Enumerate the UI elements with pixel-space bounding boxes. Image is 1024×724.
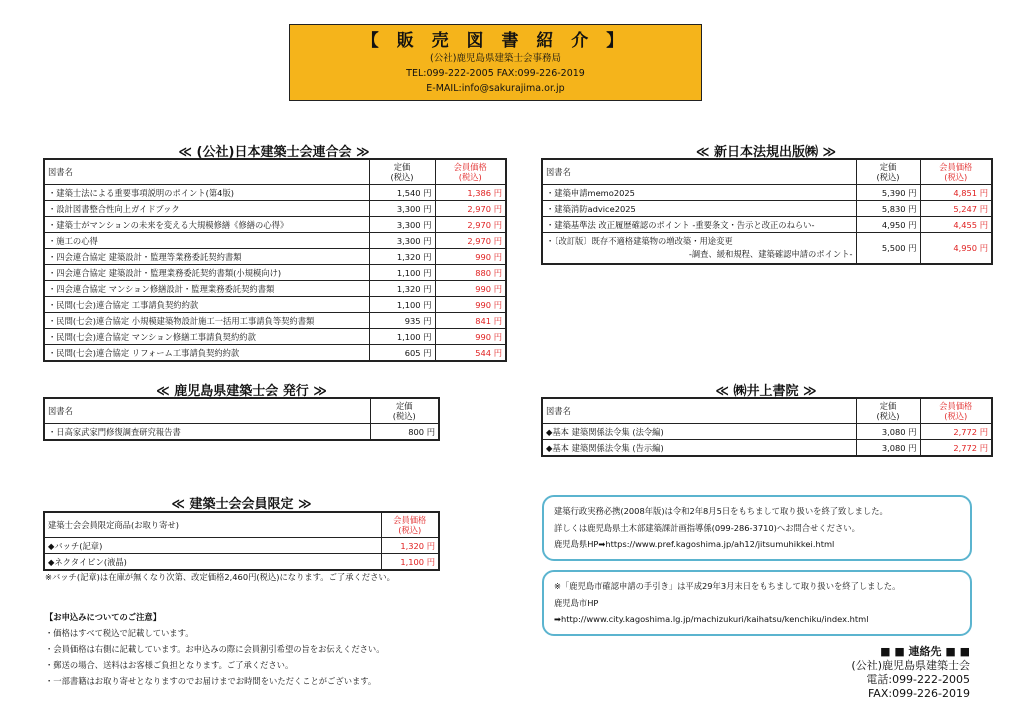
table-row[interactable] bbox=[542, 185, 992, 201]
member-price: 990 円 bbox=[435, 249, 506, 265]
order-note-item: ・一部書籍はお取り寄せとなりますのでお届けまでお時間をいただくことがございます。 bbox=[45, 676, 377, 686]
table-row[interactable] bbox=[44, 265, 506, 281]
table-header-row bbox=[542, 398, 992, 424]
list-price: 4,950 円 bbox=[856, 217, 920, 233]
col-book: 図書名 bbox=[542, 159, 856, 185]
table-inoue bbox=[541, 397, 993, 457]
notice-box-jitsumu bbox=[542, 495, 972, 561]
header-org: (公社)鹿児島県建築士会事務局 bbox=[430, 53, 561, 64]
table-row[interactable] bbox=[44, 554, 439, 571]
table-row[interactable] bbox=[44, 424, 439, 441]
list-price: 605 円 bbox=[369, 345, 435, 362]
section-title-kagoshima: ≪ 鹿児島県建築士会 発行 ≫ bbox=[156, 384, 327, 399]
table-shinnippon bbox=[541, 158, 993, 265]
table-header-row bbox=[44, 398, 439, 424]
member-price: 2,970 円 bbox=[435, 217, 506, 233]
col-price: 定価 (税込) bbox=[856, 159, 920, 185]
book-name: ・民間(七会)連合協定 マンション修繕工事請負契約約款 bbox=[44, 329, 369, 345]
book-name-subline: -調査、緩和規程、建築確認申請のポイント- bbox=[688, 249, 853, 259]
list-price: 1,540 円 bbox=[369, 185, 435, 201]
table-renkokai bbox=[43, 158, 507, 362]
member-price: 4,950 円 bbox=[920, 233, 992, 265]
book-name: ◆基本 建築関係法令集 (告示編) bbox=[542, 440, 856, 457]
contact-fax: FAX:099-226-2019 bbox=[867, 687, 970, 700]
table-row[interactable] bbox=[542, 424, 992, 440]
list-price: 3,300 円 bbox=[369, 233, 435, 249]
col-book: 図書名 bbox=[542, 398, 856, 424]
member-price: 880 円 bbox=[435, 265, 506, 281]
table-row[interactable] bbox=[542, 217, 992, 233]
member-price: 544 円 bbox=[435, 345, 506, 362]
book-name: ◆基本 建築関係法令集 (法令編) bbox=[542, 424, 856, 440]
book-name: ・四会連合協定 マンション修繕設計・監理業務委託契約書類 bbox=[44, 281, 369, 297]
contact-label: ■ ■ 連絡先 ■ ■ bbox=[880, 645, 970, 658]
table-row[interactable] bbox=[44, 297, 506, 313]
order-note-item: ・価格はすべて税込で記載しています。 bbox=[45, 628, 194, 638]
col-price: 定価 (税込) bbox=[856, 398, 920, 424]
table-row[interactable] bbox=[44, 329, 506, 345]
list-price: 3,300 円 bbox=[369, 217, 435, 233]
list-price: 800 円 bbox=[370, 424, 439, 441]
notice-text: ※「鹿児島市確認申請の手引き」は平成29年3月末日をもちまして取り扱いを終了しました。 bbox=[554, 581, 901, 591]
book-name: ・建築士法による重要事項説明のポイント(第4版) bbox=[44, 185, 369, 201]
book-name: ・建築消防advice2025 bbox=[542, 201, 856, 217]
list-price: 1,320 円 bbox=[369, 281, 435, 297]
member-price: 990 円 bbox=[435, 281, 506, 297]
header-email[interactable]: E-MAIL:info@sakurajima.or.jp bbox=[426, 83, 565, 94]
table-member-only bbox=[43, 511, 440, 571]
book-name: ◆バッチ(記章) bbox=[44, 538, 381, 554]
table-row[interactable] bbox=[542, 233, 992, 265]
col-member-price: 会員価格 (税込) bbox=[920, 398, 992, 424]
list-price: 3,080 円 bbox=[856, 424, 920, 440]
member-price: 2,970 円 bbox=[435, 233, 506, 249]
col-member-price: 会員価格 (税込) bbox=[920, 159, 992, 185]
table-row[interactable] bbox=[542, 201, 992, 217]
table-row[interactable] bbox=[44, 185, 506, 201]
member-price: 990 円 bbox=[435, 329, 506, 345]
order-notes-title: 【お申込みについてのご注意】 bbox=[45, 612, 161, 622]
book-name-line: ・〔改訂版〕既存不適格建築物の増改築・用途変更 bbox=[546, 236, 733, 246]
col-member-price: 会員価格 (税込) bbox=[381, 512, 439, 538]
book-name: ◆ネクタイピン(液晶) bbox=[44, 554, 381, 571]
table-row[interactable] bbox=[44, 345, 506, 362]
notice-link-city[interactable]: ➡http://www.city.kagoshima.lg.jp/machizukuri/kaihatsu/kenchiku/index.html bbox=[554, 614, 869, 624]
table-row[interactable] bbox=[44, 233, 506, 249]
list-price: 3,300 円 bbox=[369, 201, 435, 217]
notice-link-pref[interactable]: 鹿児島県HP➡https://www.pref.kagoshima.jp/ah12/jitsumuhikkei.html bbox=[554, 539, 835, 549]
table-header-row bbox=[44, 159, 506, 185]
member-price: 2,772 円 bbox=[920, 424, 992, 440]
col-price: 定価 (税込) bbox=[369, 159, 435, 185]
book-name: ・四会連合協定 建築設計・監理等業務委託契約書類 bbox=[44, 249, 369, 265]
list-price: 5,390 円 bbox=[856, 185, 920, 201]
book-name: ・設計図書整合性向上ガイドブック bbox=[44, 201, 369, 217]
table-row[interactable] bbox=[44, 249, 506, 265]
member-price: 4,851 円 bbox=[920, 185, 992, 201]
member-price: 990 円 bbox=[435, 297, 506, 313]
col-book: 図書名 bbox=[44, 159, 369, 185]
book-name: ・民間(七会)連合協定 工事請負契約約款 bbox=[44, 297, 369, 313]
member-price: 2,970 円 bbox=[435, 201, 506, 217]
contact-tel: 電話:099-222-2005 bbox=[866, 673, 970, 686]
member-price: 4,455 円 bbox=[920, 217, 992, 233]
notice-text: 詳しくは鹿児島県土木部建築課計画指導係(099-286-3710)へお問合せください。 bbox=[554, 522, 860, 533]
member-price: 5,247 円 bbox=[920, 201, 992, 217]
list-price: 935 円 bbox=[369, 313, 435, 329]
member-price: 2,772 円 bbox=[920, 440, 992, 457]
notice-box-kakunin bbox=[542, 570, 972, 636]
col-member-goods: 建築士会会員限定商品(お取り寄せ) bbox=[44, 512, 381, 538]
page-title: 【 販 売 図 書 紹 介 】 bbox=[361, 31, 630, 51]
list-price: 3,080 円 bbox=[856, 440, 920, 457]
table-row[interactable] bbox=[44, 313, 506, 329]
badge-price-note: ※バッチ(記章)は在庫が無くなり次第、改定価格2,460円(税込)になります。ご了承ください。 bbox=[45, 572, 395, 582]
list-price: 1,320 円 bbox=[369, 249, 435, 265]
member-price: 1,320 円 bbox=[381, 538, 439, 554]
table-header-row bbox=[542, 159, 992, 185]
book-name: ・建築士がマンションの未来を変える大規模修繕《修繕の心得》 bbox=[44, 217, 369, 233]
list-price: 5,500 円 bbox=[856, 233, 920, 265]
contact-block bbox=[760, 645, 970, 701]
table-row[interactable] bbox=[44, 281, 506, 297]
contact-org: (公社)鹿児島県建築士会 bbox=[851, 659, 970, 672]
book-name: ・民間(七会)連合協定 リフォーム工事請負契約約款 bbox=[44, 345, 369, 362]
header-tel-fax: TEL:099-222-2005 FAX:099-226-2019 bbox=[406, 68, 585, 79]
book-name bbox=[542, 233, 856, 265]
col-member-price: 会員価格 (税込) bbox=[435, 159, 506, 185]
table-header-row bbox=[44, 512, 439, 538]
table-kagoshima bbox=[43, 397, 440, 441]
notice-text: 建築行政実務必携(2008年版)は令和2年8月5日をもちまして取り扱いを終了致しました。 bbox=[554, 506, 888, 516]
section-title-renkokai: ≪ (公社)日本建築士会連合会 ≫ bbox=[178, 145, 370, 160]
section-title-member-only: ≪ 建築士会会員限定 ≫ bbox=[171, 497, 312, 512]
order-note-item: ・郵送の場合、送料はお客様ご負担となります。ご了承ください。 bbox=[45, 660, 294, 670]
book-name: ・建築申請memo2025 bbox=[542, 185, 856, 201]
member-price: 841 円 bbox=[435, 313, 506, 329]
book-name: ・建築基準法 改正履歴確認のポイント -重要条文・告示と改正のねらい- bbox=[542, 217, 856, 233]
list-price: 1,100 円 bbox=[369, 265, 435, 281]
member-price: 1,386 円 bbox=[435, 185, 506, 201]
list-price: 5,830 円 bbox=[856, 201, 920, 217]
book-name: ・日高家武家門修復調査研究報告書 bbox=[44, 424, 370, 441]
order-note-item: ・会員価格は右側に記載しています。お申込みの際に会員割引希望の旨をお伝えください。 bbox=[45, 644, 385, 654]
col-price: 定価 (税込) bbox=[370, 398, 439, 424]
table-row[interactable] bbox=[44, 538, 439, 554]
book-name: ・民間(七会)連合協定 小規模建築物設計施工一括用工事請負等契約書類 bbox=[44, 313, 369, 329]
section-title-inoue: ≪ ㈱井上書院 ≫ bbox=[715, 384, 817, 399]
col-book: 図書名 bbox=[44, 398, 370, 424]
member-price: 1,100 円 bbox=[381, 554, 439, 571]
section-title-shinnippon: ≪ 新日本法規出版㈱ ≫ bbox=[695, 145, 837, 160]
header-banner bbox=[289, 24, 702, 101]
table-row[interactable] bbox=[44, 201, 506, 217]
book-name: ・施工の心得 bbox=[44, 233, 369, 249]
table-row[interactable] bbox=[542, 440, 992, 457]
book-name: ・四会連合協定 建築設計・監理業務委託契約書類(小規模向け) bbox=[44, 265, 369, 281]
list-price: 1,100 円 bbox=[369, 329, 435, 345]
notice-text: 鹿児島市HP bbox=[554, 597, 599, 608]
table-row[interactable] bbox=[44, 217, 506, 233]
list-price: 1,100 円 bbox=[369, 297, 435, 313]
order-notes bbox=[45, 609, 515, 689]
